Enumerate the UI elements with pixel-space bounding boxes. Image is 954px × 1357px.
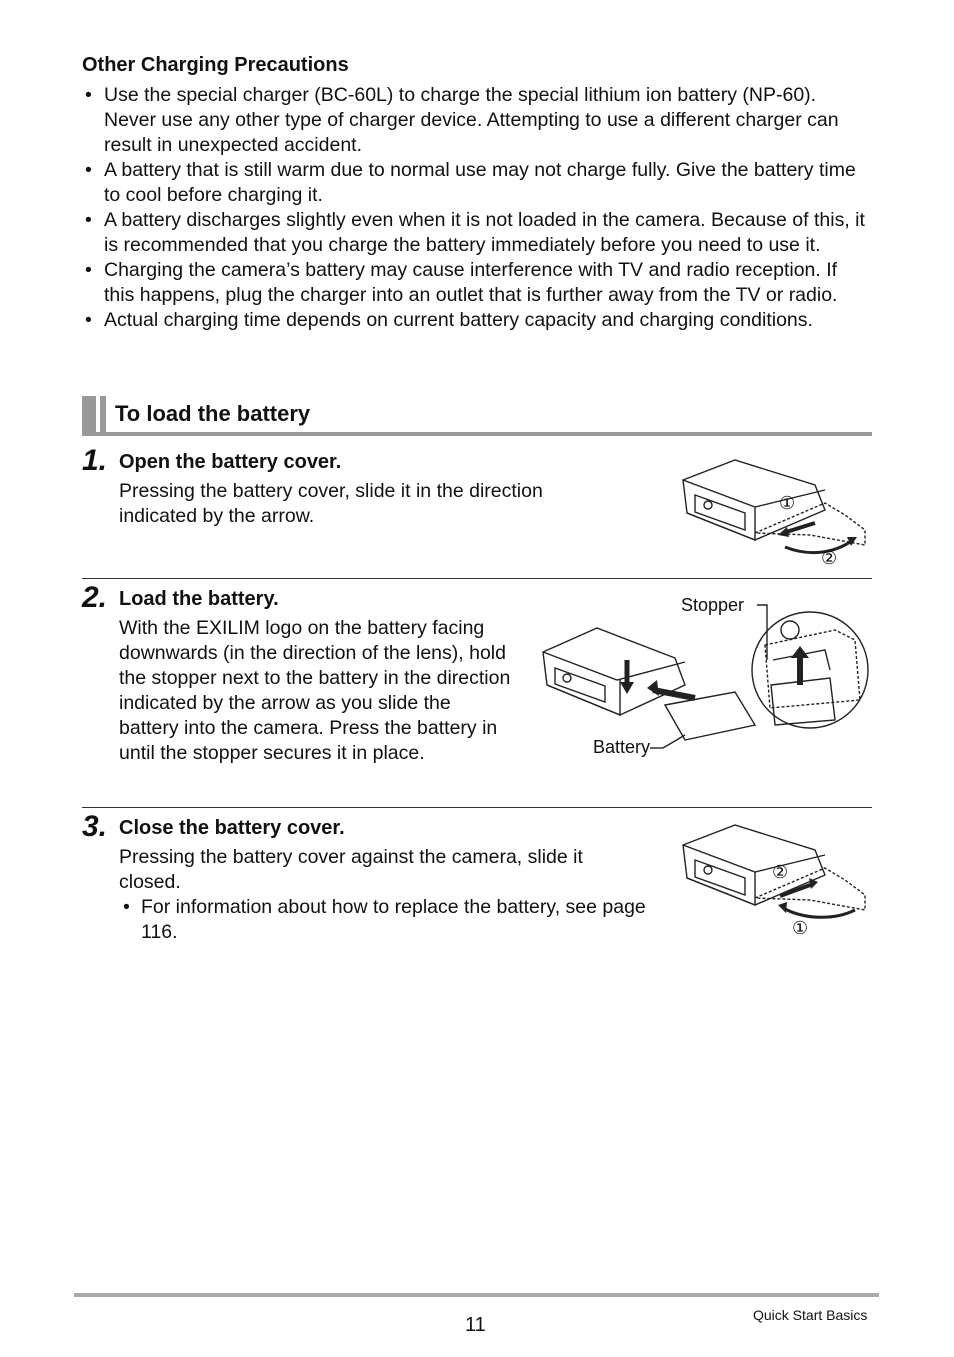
footer-section-name: Quick Start Basics	[753, 1307, 868, 1323]
step-divider	[82, 578, 872, 579]
step-divider	[82, 807, 872, 808]
step-1-mark: ②	[821, 548, 838, 568]
step-3-mark: ②	[772, 862, 789, 882]
stopper-label: Stopper	[681, 595, 745, 615]
heading-bar	[82, 396, 96, 432]
step-2-body: With the EXILIM logo on the battery facing downwards (in the direction of the lens), hold the stopper next to the battery in the direction indicated by the arrow as you slide the battery into the camera. Press the battery in until the stopper secures it in place.	[119, 617, 511, 764]
step-3-number: 3.	[82, 810, 108, 843]
precaution-item: • A battery that is still warm due to normal use may not charge fully. Give the battery time to cool before charging it.	[82, 158, 872, 208]
heading-bar	[100, 396, 106, 432]
footer-rule	[74, 1293, 879, 1297]
precaution-item: • A battery discharges slightly even when it is not loaded in the camera. Because of this, it is recommended that you charge the battery immediately before you need to use it.	[82, 208, 872, 258]
step-2-title: Load the battery.	[119, 588, 279, 610]
step-3-note: • For information about how to replace the battery, see page 116.	[119, 895, 659, 945]
precaution-item: • Use the special charger (BC-60L) to charge the special lithium ion battery (NP-60). Never use any other type of charger device. Attempting to use a different charger can result in unexpected accident.	[82, 83, 872, 158]
heading-underline	[82, 432, 872, 436]
precaution-item: • Actual charging time depends on current battery capacity and charging conditions.	[82, 308, 872, 333]
precaution-item: • Charging the camera’s battery may cause interference with TV and radio reception. If this happens, plug the charger into an outlet that is further away from the TV or radio.	[82, 258, 872, 308]
step-1-mark: ①	[779, 493, 796, 513]
step-3-mark: ①	[792, 918, 809, 938]
step-3-body: Pressing the battery cover against the camera, slide it closed.	[119, 846, 583, 893]
close-cover-illustration	[675, 820, 875, 940]
load-battery-illustration	[535, 590, 875, 780]
section-heading	[82, 396, 872, 436]
step-1-body: Pressing the battery cover, slide it in the direction indicated by the arrow.	[119, 480, 543, 527]
precautions-list	[82, 83, 872, 333]
step-2-number: 2.	[82, 581, 108, 614]
step-1-title: Open the battery cover.	[119, 451, 342, 473]
open-cover-illustration	[675, 455, 875, 575]
page-number: 11	[465, 1314, 486, 1336]
step-3-title: Close the battery cover.	[119, 817, 345, 839]
precautions-heading: Other Charging Precautions	[82, 54, 349, 76]
step-1-number: 1.	[82, 444, 108, 477]
section-title: To load the battery	[115, 401, 311, 426]
battery-label: Battery	[593, 737, 651, 757]
